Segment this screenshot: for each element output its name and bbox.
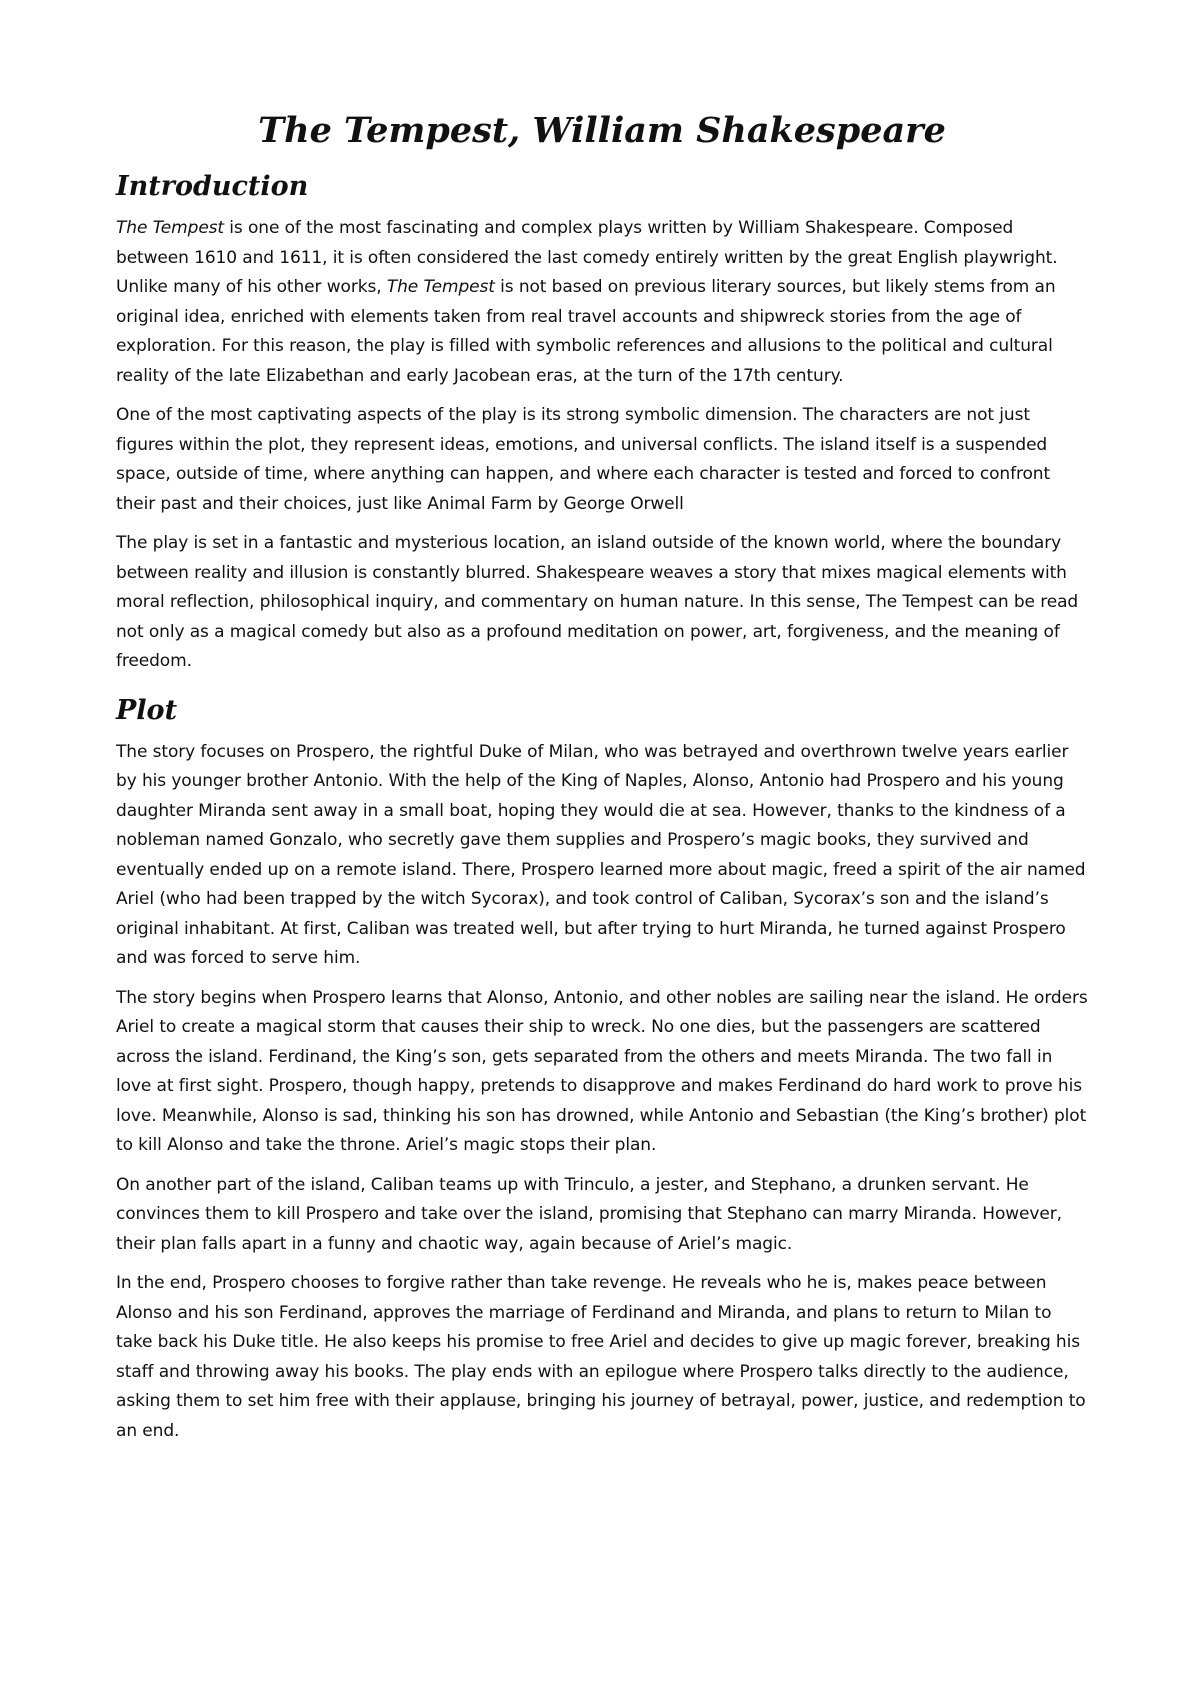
intro-paragraph-2 (116, 401, 1088, 519)
intro-paragraph-1 (116, 214, 1088, 391)
text-segment: is not based on previous literary sources, but likely stems from an original idea, enriched with elements taken from real travel accounts and shipwreck stories from the age of exploration. For this reason, the play is filled with symbolic references and allusions to the political and cultural reality of the late Elizabethan and early Jacobean eras, at the turn of the 17th century. (116, 277, 1056, 386)
text-segment: is one of the most fascinating and complex plays written by William Shakespeare. Composed between 1610 and 1611, it is often considered the last comedy entirely written by the great English playwright. Unlike many of his other works, (116, 218, 1058, 297)
text-segment: On another part of the island, Caliban teams up with Trinculo, a jester, and Stephano, a drunken servant. He convinces them to kill Prospero and take over the island, promising that Stephano can marry Miranda. However, their plan falls apart in a funny and chaotic way, again because of Ariel’s magic. (116, 1174, 1062, 1254)
text-segment: The Tempest (386, 277, 495, 297)
text-segment: The story begins when Prospero learns that Alonso, Antonio, and other nobles are sailing near the island. He orders Ariel to create a magical storm that causes their ship to wreck. No one dies, but the passengers are scattered across the island. Ferdinand, the King’s son, gets separated from the others and meets Miranda. The two fall in love at first sight. Prospero, though happy, pretends to disapprove and makes Ferdinand do hard work to prove his love. Meanwhile, Alonso is sad, thinking his son has drowned, while Antonio and Sebastian (the King’s brother) plot to kill Alonso and take the throne. Ariel’s magic stops their plan. (116, 987, 1088, 1155)
text-segment: In the end, Prospero chooses to forgive rather than take revenge. He reveals who he is, makes peace between Alonso and his son Ferdinand, approves the marriage of Ferdinand and Miranda, and plans to return to Milan to take back his Duke title. He also keeps his promise to free Ariel and decides to give up magic forever, breaking his staff and throwing away his books. The play ends with an epilogue where Prospero talks directly to the audience, asking them to set him free with their applause, bringing his journey of betrayal, power, justice, and redemption to an end. (116, 1273, 1086, 1441)
section-introduction (116, 171, 1088, 677)
plot-paragraph-4 (116, 1269, 1088, 1446)
plot-paragraph-3 (116, 1171, 1088, 1260)
section-heading-plot: Plot (116, 694, 178, 726)
text-segment: The play is set in a fantastic and mysterious location, an island outside of the known world, where the boundary between reality and illusion is constantly blurred. Shakespeare weaves a story that mixes magical elements with moral reflection, philosophical inquiry, and commentary on human nature. In this sense, The Tempest can be read not only as a magical comedy but also as a profound meditation on power, art, forgiveness, and the meaning of freedom. (116, 533, 1079, 671)
section-heading-introduction: Introduction (116, 171, 309, 202)
text-segment: The story focuses on Prospero, the rightful Duke of Milan, who was betrayed and overthrown twelve years earlier by his younger brother Antonio. With the help of the King of Naples, Alonso, Antonio had Prospero and his young daughter Miranda sent away in a small boat, hoping they would die at sea. However, thanks to the kindness of a nobleman named Gonzalo, who secretly gave them supplies and Prospero’s magic books, they survived and eventually ended up on a remote island. There, Prospero learned more about magic, freed a spirit of the air named Ariel (who had been trapped by the witch Sycorax), and took control of Caliban, Sycorax’s son and the island’s original inhabitant. At first, Caliban was treated well, but after trying to hurt Miranda, he turned against Prospero and was forced to serve him. (116, 741, 1086, 968)
text-segment: The Tempest (116, 218, 224, 238)
plot-paragraph-2 (116, 984, 1088, 1161)
plot-paragraph-1 (116, 738, 1088, 974)
document-title: The Tempest, William Shakespeare (258, 110, 946, 151)
text-segment: One of the most captivating aspects of the play is its strong symbolic dimension. The characters are not just figures within the plot, they represent ideas, emotions, and universal conflicts. The island itself is a suspended space, outside of time, where anything can happen, and where each character is tested and forced to confront their past and their choices, just like Animal Farm by George Orwell (116, 405, 1051, 514)
intro-paragraph-3 (116, 529, 1088, 677)
section-plot (116, 695, 1088, 1447)
